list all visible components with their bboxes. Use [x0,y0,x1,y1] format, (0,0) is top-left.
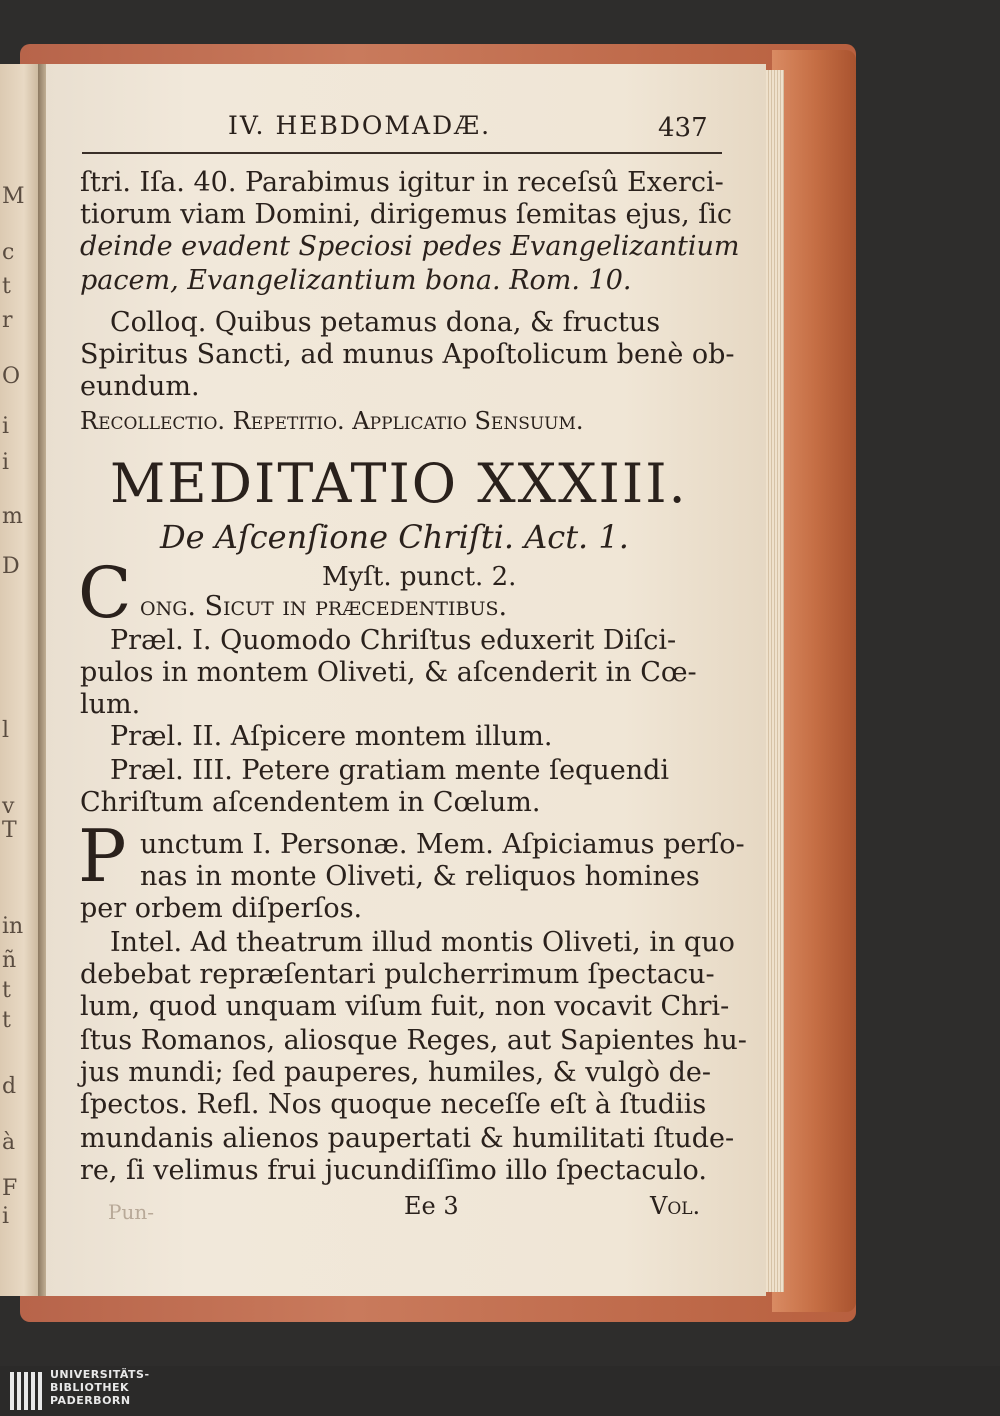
facing-page-fragment: F [2,1176,18,1201]
facing-page-fragment: l [2,718,10,743]
text-line: deinde evadent Speciosi pedes Evangelizantium [80,231,740,262]
show-through-catchword: Pun- [108,1200,154,1224]
facing-page-fragment: M [2,184,25,209]
footer-bar [0,1366,1000,1416]
facing-page-fragment: à [2,1130,16,1155]
text-line: re, ſi velimus frui jucundiſſimo illo ſpectaculo. [80,1155,707,1186]
text-line: lum. [80,689,141,720]
recollectio-line: Recollectio. Repetitio. Applicatio Sensuum. [80,407,584,435]
text-line: pulos in montem Oliveti, & aſcenderit in Cœ- [80,657,697,688]
facing-page-fragment: c [2,240,15,265]
facing-page-edge [0,64,40,1296]
meditation-subtitle: De Aſcenſione Chriſti. Act. 1. [160,518,629,556]
text-line: mundanis alienos paupertati & humilitati ſtude- [80,1123,735,1154]
library-logo-icon [8,1370,44,1412]
facing-page-fragment: d [2,1074,17,1099]
praeludium-line: Præl. III. Petere gratiam mente ſequendi [110,755,670,786]
meditation-title: MEDITATIO XXXIII. [110,452,688,515]
signature-mark: Ee 3 [404,1192,459,1220]
head-rule [82,152,722,154]
facing-page-fragment: v [2,794,15,819]
text-line: Spiritus Sancti, ad munus Apoſtolicum benè ob- [80,339,735,370]
facing-page-fragment: i [2,450,10,475]
facing-page-fragment: i [2,414,10,439]
facing-page-fragment: i [2,1204,10,1229]
facing-page-fragment: T [2,818,17,843]
facing-page-fragment: m [2,504,23,529]
text-line: ſtri. Iſa. 40. Parabimus igitur in receſsû Exerci- [80,167,724,198]
praeludium-line: Præl. I. Quomodo Chriſtus eduxerit Diſci- [110,625,677,656]
logo-line: PADERBORN [50,1394,131,1407]
text-line: ſpectos. Refl. Nos quoque neceſſe eſt à ſtudiis [80,1089,707,1120]
text-line: per orbem diſperſos. [80,893,363,924]
colloquium-line: Colloq. Quibus petamus dona, & fructus [110,307,661,338]
facing-page-fragment: t [2,274,11,299]
text-line: jus mundi; ſed pauperes, humiles, & vulgò de- [80,1057,712,1088]
text-line: pacem, Evangelizantium bona. Rom. 10. [80,265,632,296]
facing-page-fragment: t [2,978,11,1003]
cong-line: ong. Sicut in præcedentibus. [140,591,508,622]
punctum-line: unctum I. Personæ. Mem. Aſpiciamus perſo- [140,829,745,860]
text-line: lum, quod unquam viſum fuit, non vocavit Chri- [80,991,730,1022]
text-line: nas in monte Oliveti, & reliquos homines [140,861,700,892]
library-logo-text [50,1368,150,1407]
text-line: ſtus Romanos, aliosque Reges, aut Sapientes hu- [80,1025,747,1056]
facing-page-fragment: ñ [2,948,17,973]
text-line: eundum. [80,371,200,402]
facing-page-fragment: O [2,364,21,389]
text-line: tiorum viam Domini, dirigemus ſemitas ejus, ſic [80,199,732,230]
facing-page-fragment: D [2,554,20,579]
logo-line: UNIVERSITÄTS- [50,1368,150,1381]
facing-page-fragment: in [2,914,24,939]
page-number: 437 [658,113,708,143]
facing-page-fragment: r [2,308,13,333]
cover-edge [772,50,856,1312]
running-head: IV. HEBDOMADÆ. [228,111,492,140]
text-line: Chriſtum aſcendentem in Cœlum. [80,787,541,818]
mystery-point: Myſt. punct. 2. [322,562,517,592]
drop-cap-p: P [78,814,127,898]
facing-page-fragment: t [2,1008,11,1033]
text-line: debebat repræſentari pulcherrimum ſpectacu- [80,959,715,990]
logo-line: BIBLIOTHEK [50,1381,130,1394]
catchword: Vol. [650,1192,701,1220]
praeludium-line: Præl. II. Aſpicere montem illum. [110,721,553,752]
intel-line: Intel. Ad theatrum illud montis Oliveti, in quo [110,927,735,958]
drop-cap-c: C [78,552,132,634]
